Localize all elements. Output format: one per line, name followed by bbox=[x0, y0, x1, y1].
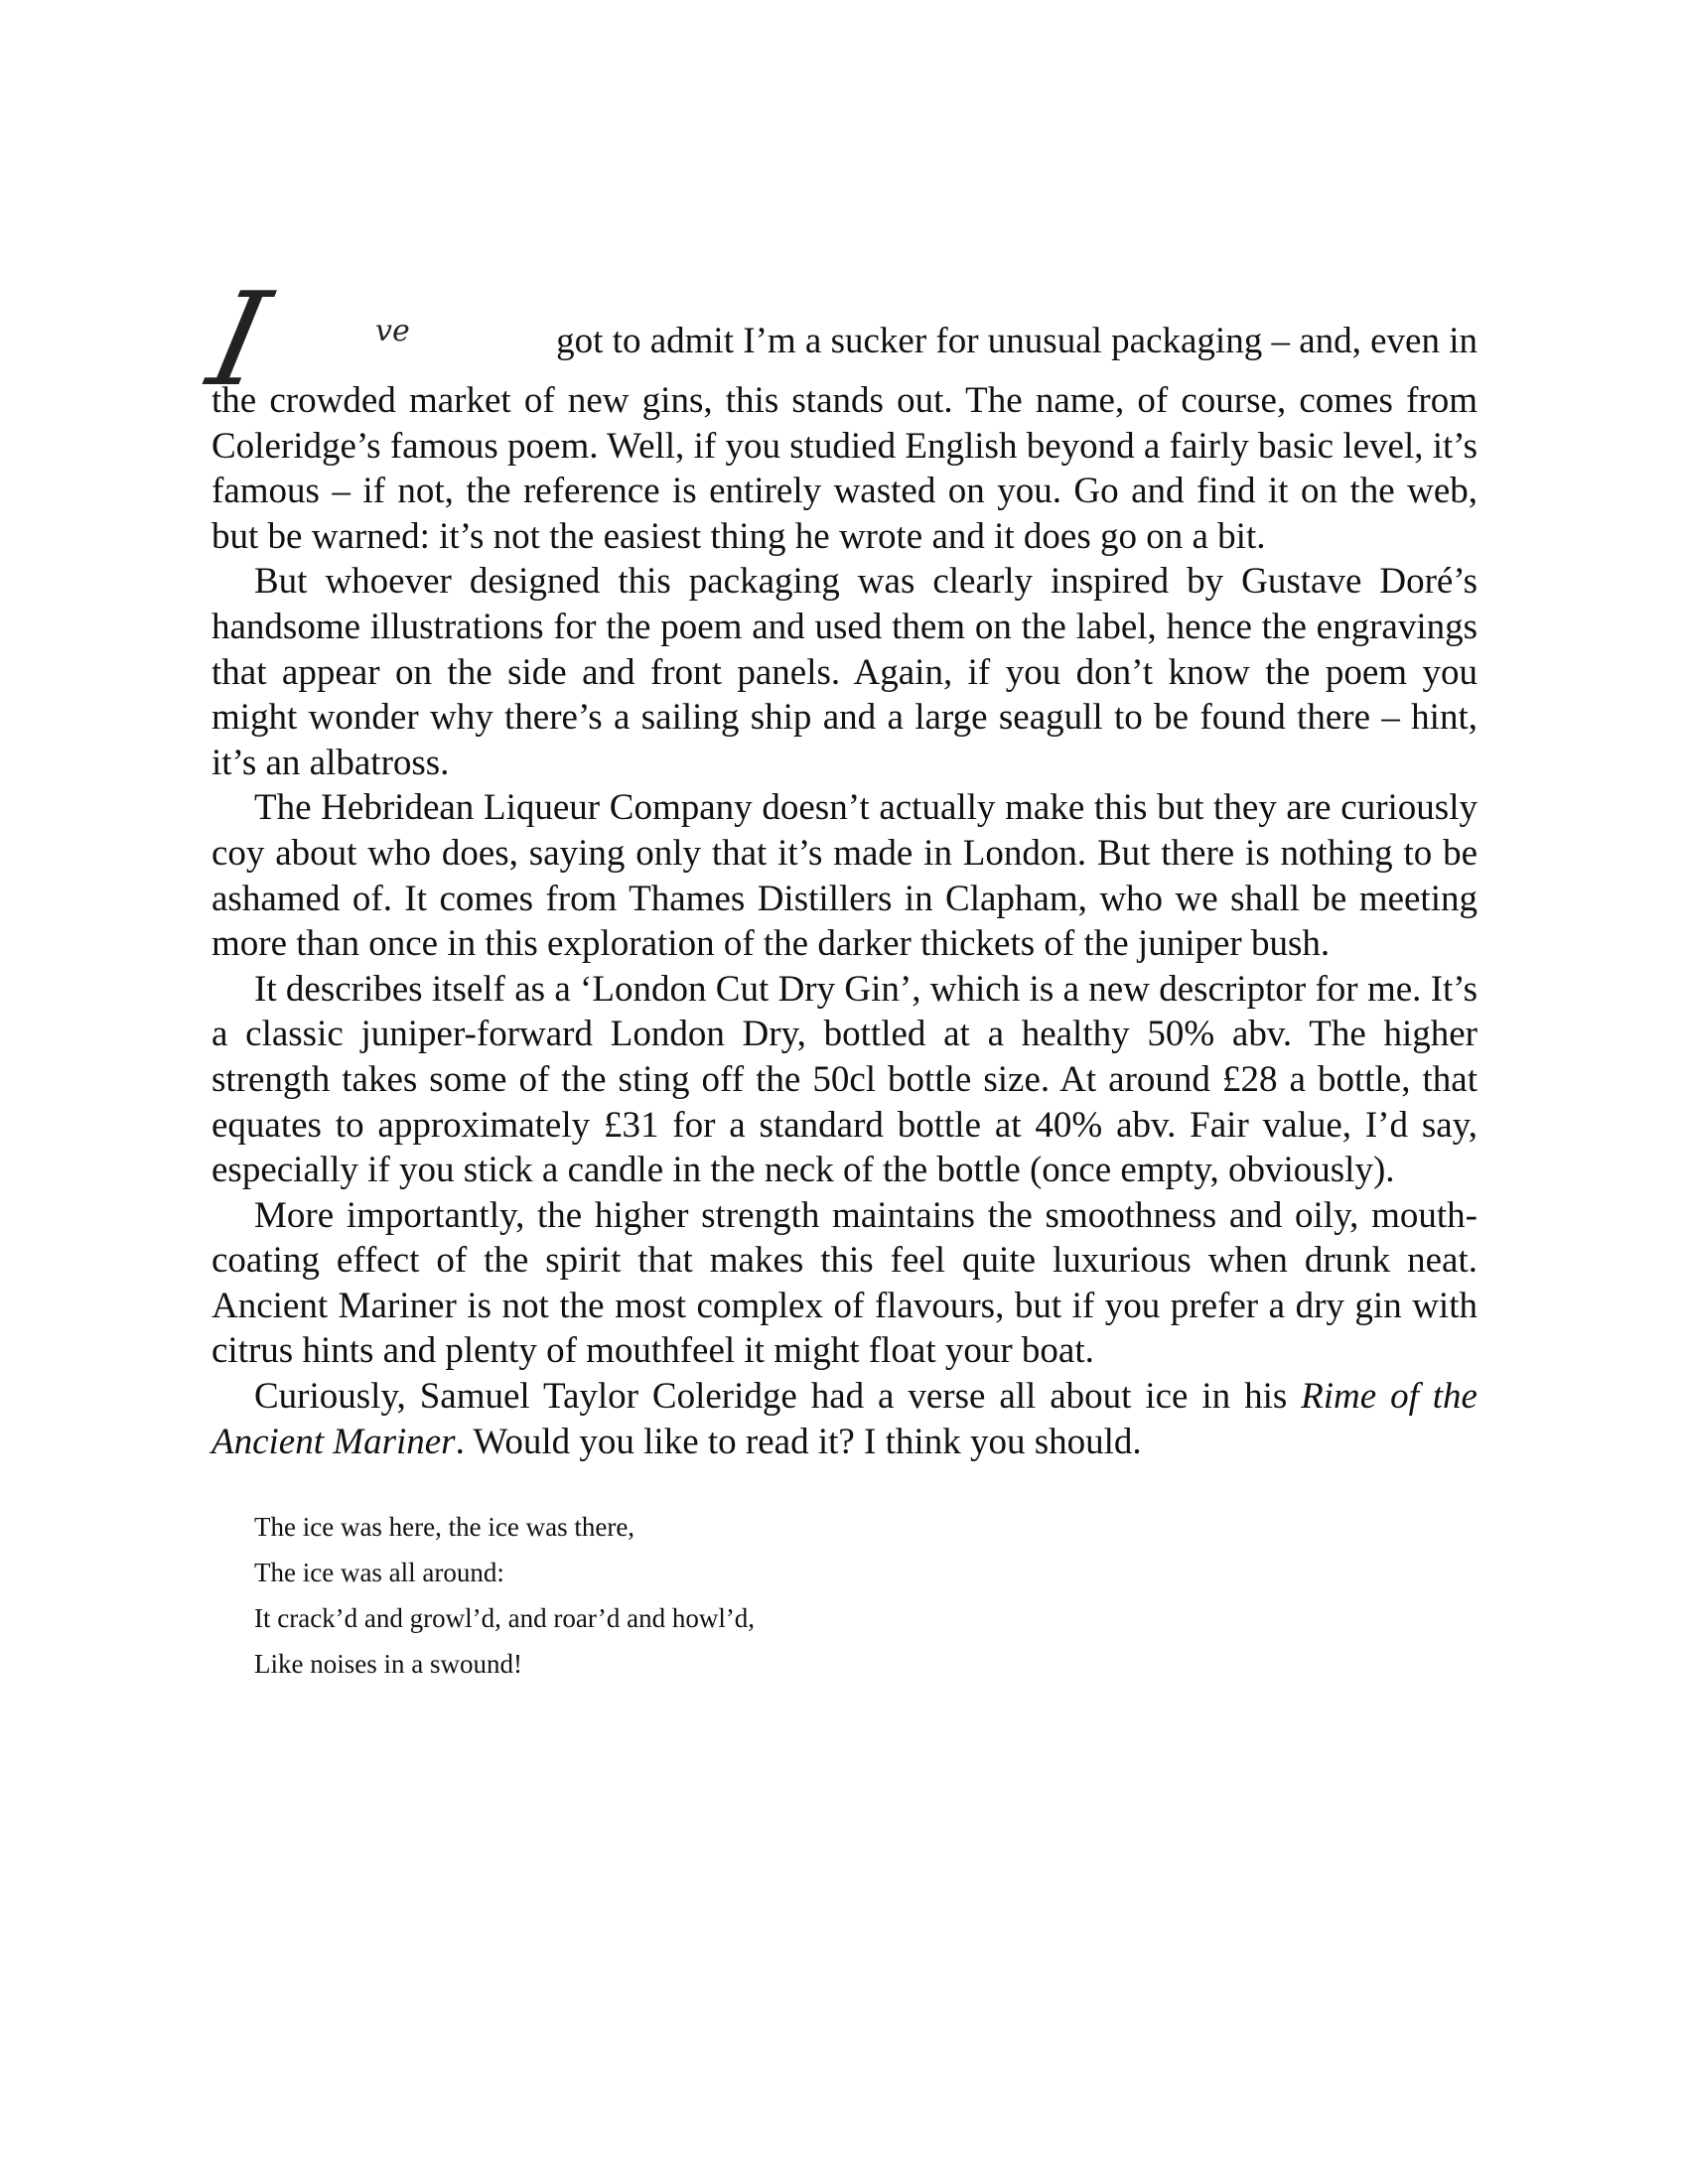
verse-line: The ice was all around: bbox=[254, 1558, 504, 1588]
verse-line: The ice was here, the ice was there, bbox=[254, 1512, 635, 1543]
drop-cap-tail: ve bbox=[375, 314, 410, 348]
last-paragraph-text-after: . Would you like to read it? I think you should. bbox=[455, 1421, 1142, 1462]
article-page bbox=[197, 264, 1477, 1687]
verse-line: Like noises in a swound! bbox=[254, 1649, 522, 1680]
first-paragraph bbox=[197, 264, 1477, 559]
poem-verse bbox=[254, 1504, 1477, 1687]
drop-cap: I bbox=[197, 264, 281, 415]
verse-line: It crack’d and growl’d, and roar’d and howl’d, bbox=[254, 1603, 756, 1634]
first-line-text: got to admit I’m a sucker for unusual packaging – and, even in bbox=[556, 321, 1477, 361]
paragraph: The Hebridean Liqueur Company doesn’t actually make this but they are curiously coy about who does, saying only that it’s made in London. But there is nothing to be ashamed of. It comes from Thames Distillers in Clapham, who we shall be meeting more than once in this exploration of the darker thickets of the juniper bush. bbox=[211, 787, 1477, 965]
poem-title: Rime of the Ancient Mariner bbox=[211, 1376, 1477, 1462]
paragraph: But whoever designed this packaging was clearly inspired by Gustave Doré’s handsome illustrations for the poem and used them on the label, hence the engravings that appear on the side and front panels. Again, if you don’t know the poem you might wonder why there’s a sailing ship and a large seagull to be found there – hint, it’s an albatross. bbox=[211, 561, 1477, 783]
paragraph: More importantly, the higher strength maintains the smoothness and oily, mouth-coating effect of the spirit that makes this feel quite luxurious when drunk neat. Ancient Mariner is not the most complex of flavours, but if you prefer a dry gin with citrus hints and plenty of mouthfeel it might float your boat. bbox=[211, 1194, 1477, 1372]
paragraph: It describes itself as a ‘London Cut Dry Gin’, which is a new descriptor for me. It’s a classic juniper-forward London Dry, bottled at a healthy 50% abv. The higher strength takes some of the sting off the 50cl bottle size. At around £28 a bottle, that equates to approximately £31 for a standard bottle at 40% abv. Fair value, I’d say, especially if you stick a candle in the neck of the bottle (once empty, obviously). bbox=[211, 968, 1477, 1191]
first-line bbox=[197, 264, 1477, 415]
last-paragraph-text-before: Curiously, Samuel Taylor Coleridge had a verse all about ice in his bbox=[254, 1376, 1302, 1418]
first-paragraph-text: the crowded market of new gins, this stands out. The name, of course, comes from Coleridge’s famous poem. Well, if you studied English beyond a fairly basic level, it’s famous – if not, the reference is entirely wasted on you. Go and find it on the web, but be warned: it’s not the easiest thing he wrote and it does go on a bit. bbox=[211, 380, 1477, 557]
last-paragraph bbox=[211, 1374, 1477, 1464]
